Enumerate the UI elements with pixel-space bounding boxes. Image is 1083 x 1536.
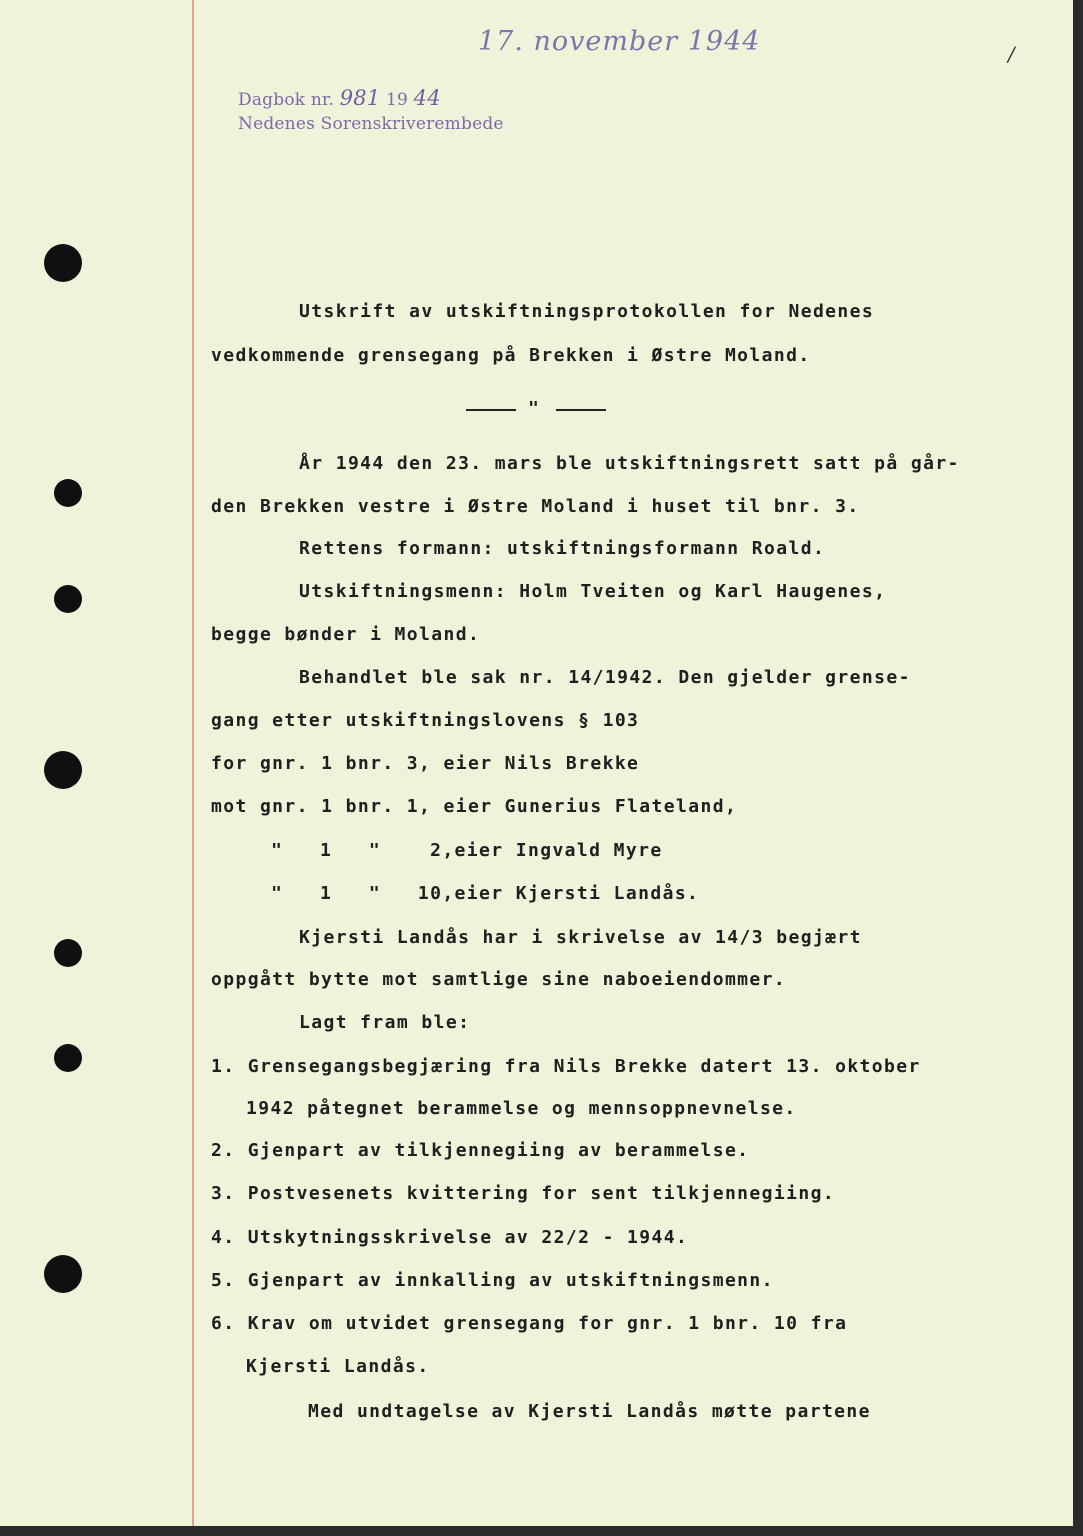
text-line: Lagt fram ble:	[299, 1012, 471, 1033]
text-line: den Brekken vestre i Østre Moland i huset til bnr. 3.	[211, 496, 860, 517]
list-item: 4. Utskytningsskrivelse av 22/2 - 1944.	[211, 1227, 689, 1248]
separator-mark: "	[528, 398, 539, 419]
text-line: År 1944 den 23. mars ble utskiftningsrett satt på går-	[299, 453, 960, 474]
list-item: 1942 påtegnet berammelse og mennsoppnevnelse.	[246, 1098, 797, 1119]
punch-hole	[44, 751, 82, 789]
list-item: 5. Gjenpart av innkalling av utskiftningsmenn.	[211, 1270, 774, 1291]
margin-line	[192, 0, 194, 1526]
text-line: " 1 " 2,eier Ingvald Myre	[271, 840, 663, 861]
text-line: " 1 " 10,eier Kjersti Landås.	[271, 883, 700, 904]
separator-right	[556, 409, 606, 411]
text-line: begge bønder i Moland.	[211, 624, 481, 645]
text-line: mot gnr. 1 bnr. 1, eier Gunerius Flateland,	[211, 796, 738, 817]
text-line: Utskiftningsmenn: Holm Tveiten og Karl Haugenes,	[299, 581, 887, 602]
dagbok-year: 44	[413, 86, 441, 110]
handwritten-date: 17. november 1944	[478, 26, 761, 57]
title-line: Utskrift av utskiftningsprotokollen for Nedenes	[299, 301, 875, 322]
list-item: 1. Grensegangsbegjæring fra Nils Brekke datert 13. oktober	[211, 1056, 921, 1077]
text-line: Med undtagelse av Kjersti Landås møtte partene	[308, 1401, 871, 1422]
punch-hole	[54, 479, 82, 507]
scan-edge-right	[1073, 0, 1083, 1536]
page-mark: /	[1008, 42, 1015, 66]
title-line: vedkommende grensegang på Brekken i Østre Moland.	[211, 345, 811, 366]
punch-hole	[54, 585, 82, 613]
text-line: Kjersti Landås har i skrivelse av 14/3 begjært	[299, 927, 862, 948]
list-item: Kjersti Landås.	[246, 1356, 430, 1377]
punch-hole	[44, 1255, 82, 1293]
text-line: gang etter utskiftningslovens § 103	[211, 710, 640, 731]
dagbok-year-prefix: 19	[386, 90, 409, 110]
punch-hole	[44, 244, 82, 282]
office-stamp: Nedenes Sorenskriverembede	[238, 114, 504, 134]
list-item: 3. Postvesenets kvittering for sent tilkjennegiing.	[211, 1183, 836, 1204]
scan-edge-bottom	[0, 1526, 1083, 1536]
text-line: oppgått bytte mot samtlige sine naboeiendommer.	[211, 969, 787, 990]
list-item: 2. Gjenpart av tilkjennegiing av berammelse.	[211, 1140, 750, 1161]
punch-hole	[54, 939, 82, 967]
text-line: Behandlet ble sak nr. 14/1942. Den gjelder grense-	[299, 667, 911, 688]
list-item: 6. Krav om utvidet grensegang for gnr. 1 bnr. 10 fra	[211, 1313, 848, 1334]
dagbok-label: Dagbok nr.	[238, 90, 335, 110]
punch-hole	[54, 1044, 82, 1072]
dagbok-stamp	[238, 86, 441, 110]
separator-left	[466, 409, 516, 411]
dagbok-number: 981	[339, 86, 381, 110]
text-line: Rettens formann: utskiftningsformann Roald.	[299, 538, 826, 559]
text-line: for gnr. 1 bnr. 3, eier Nils Brekke	[211, 753, 640, 774]
